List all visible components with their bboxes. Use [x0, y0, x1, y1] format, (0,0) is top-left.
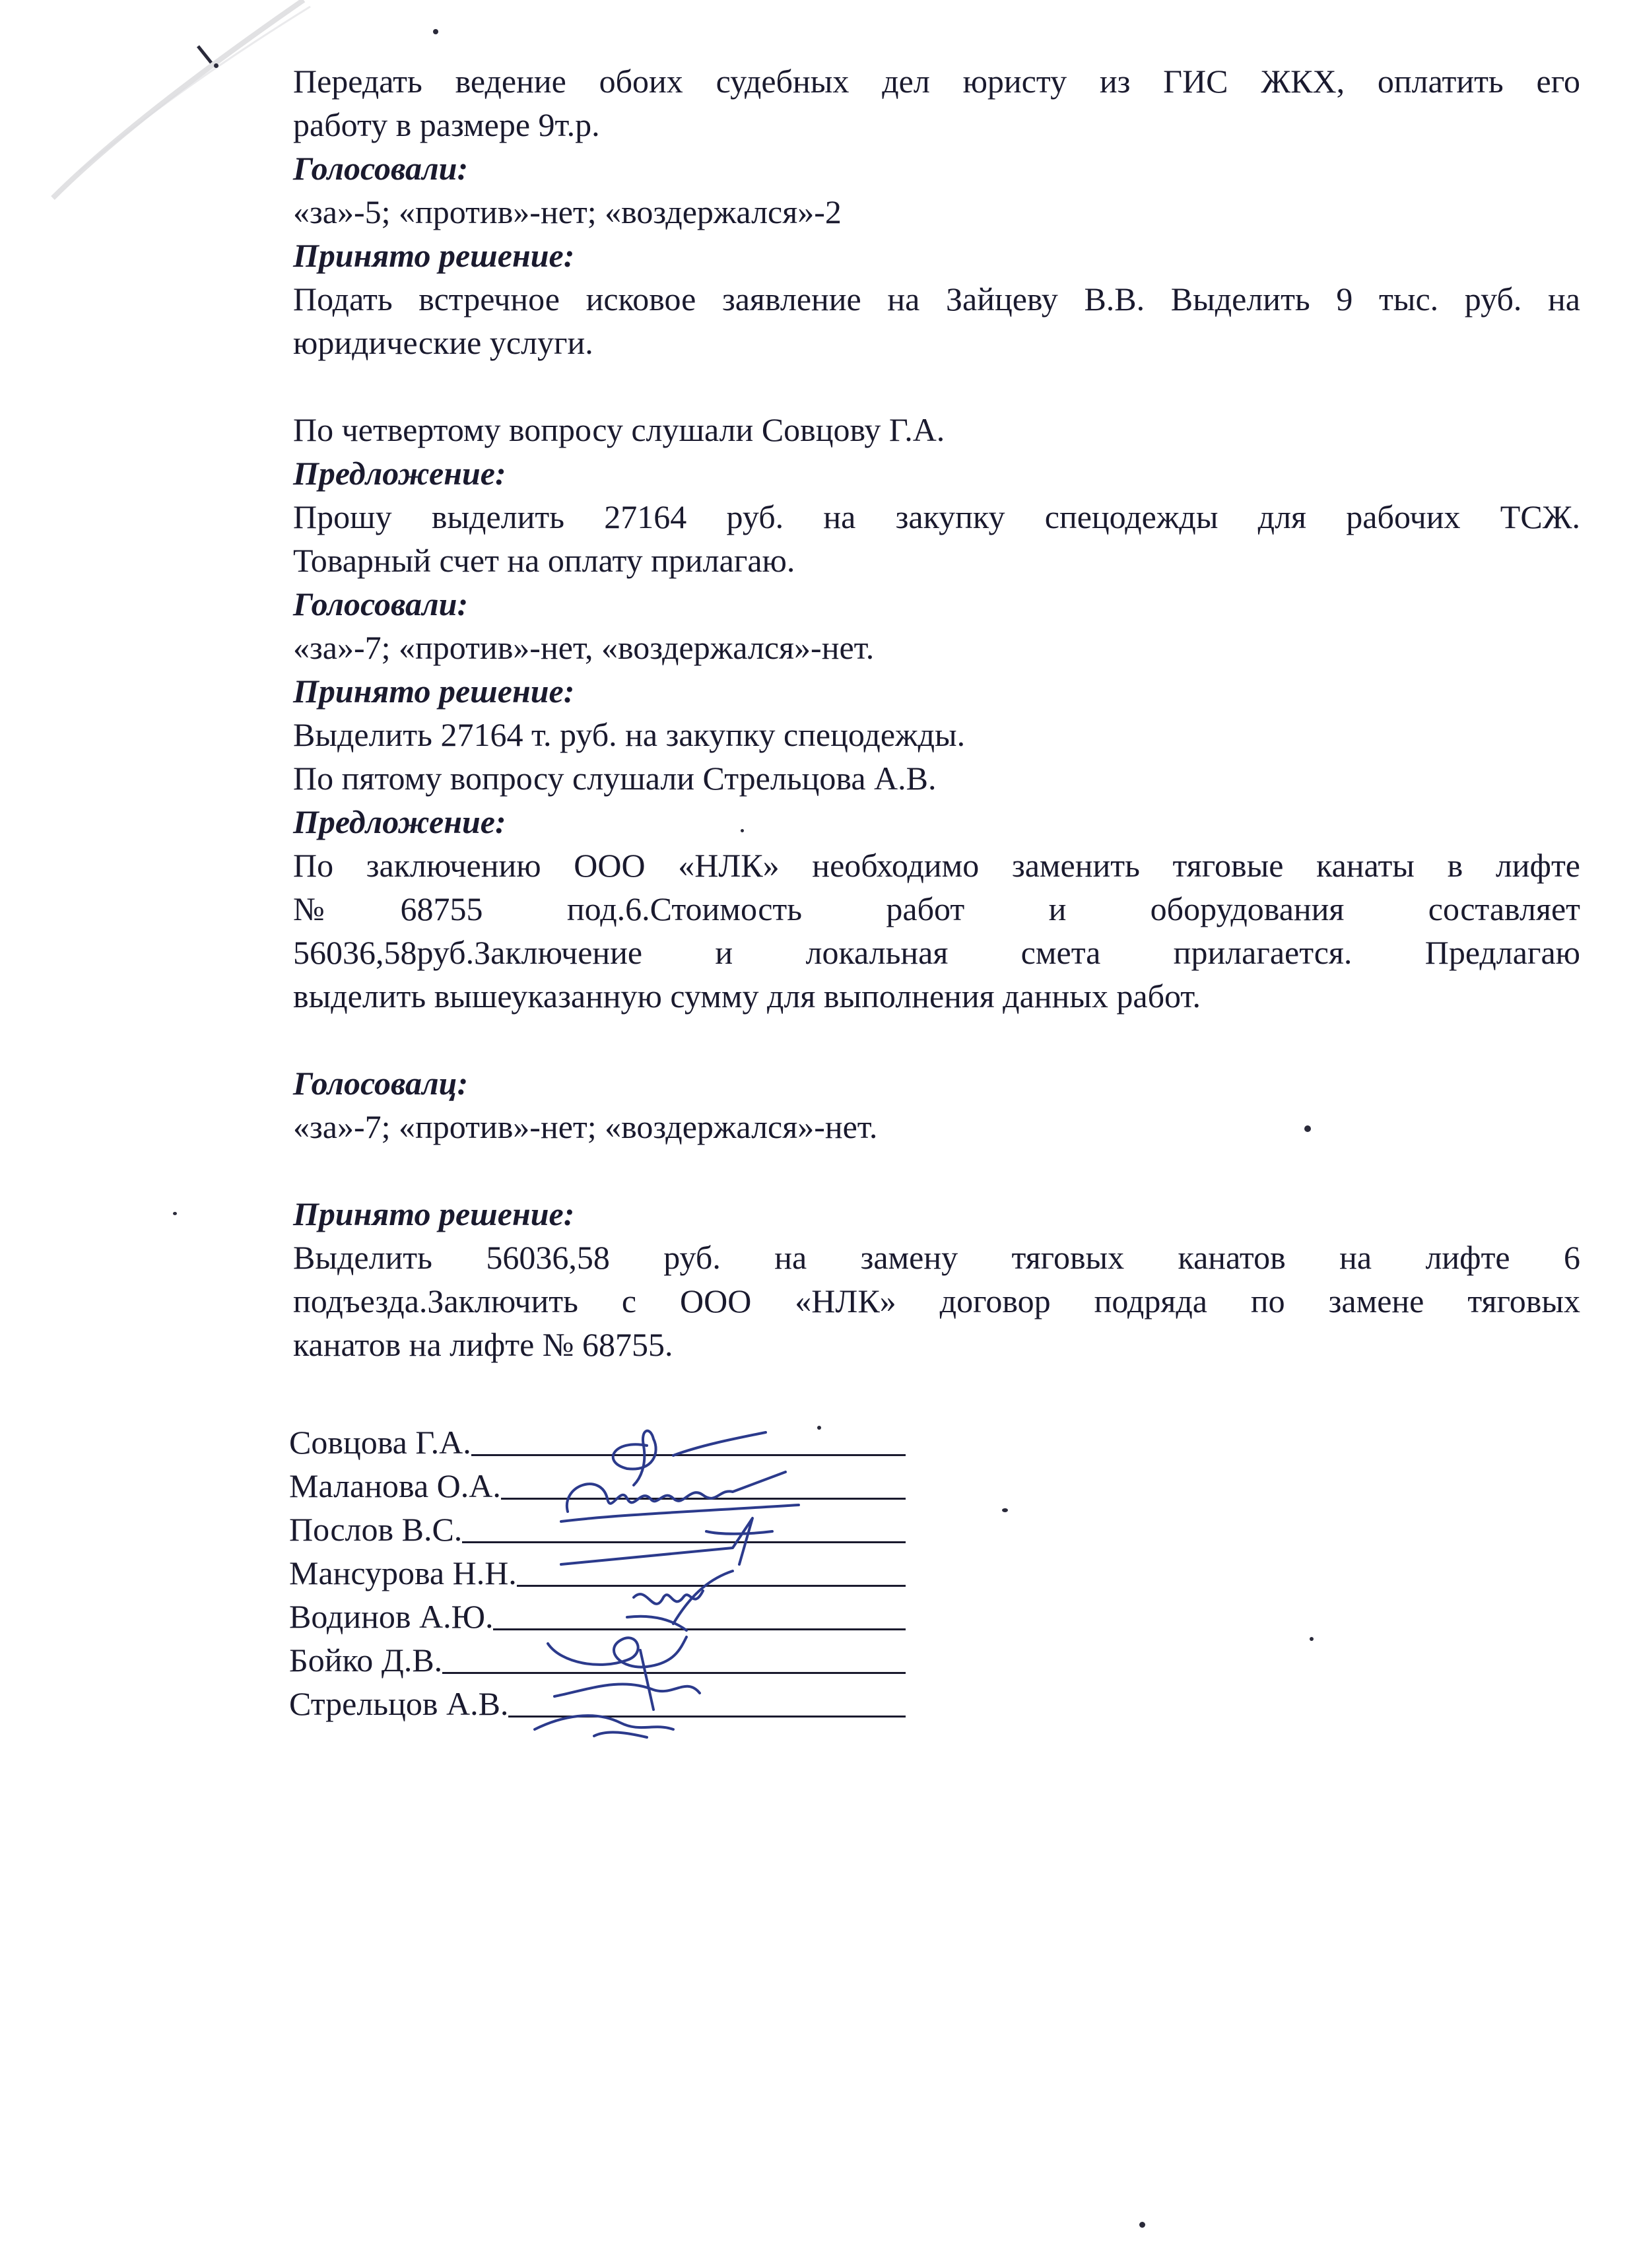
scan-speck [817, 1426, 821, 1430]
scan-speck [173, 1212, 177, 1215]
paragraph-gap [293, 364, 1580, 408]
section-heading: Принято решение: [293, 673, 575, 710]
signatory-name: Совцова Г.А. [289, 1424, 471, 1461]
text-line: выделить вышеуказанную сумму для выполнения данных работ. [293, 978, 1201, 1015]
text-line: «за»-7; «против»-нет, «воздержался»-нет. [293, 629, 875, 666]
section-heading: Голосовали: [293, 150, 469, 187]
text-line: юридические услуги. [293, 324, 593, 361]
text-line: Выделить 56036,58 руб. на замену тяговых канатов на лифте 6 [293, 1239, 1580, 1276]
signatory-name: Бойко Д.В. [289, 1642, 443, 1679]
scan-speck [1310, 1637, 1314, 1641]
text-line: подъезда.Заключить с ООО «НЛК» договор подряда по замене тяговых [293, 1283, 1580, 1319]
text-line: Подать встречное исковое заявление на Зайцеву В.В. Выделить 9 тыс. руб. на [293, 281, 1580, 317]
text-line: По пятому вопросу слушали Стрельцова А.В. [293, 760, 937, 797]
scan-speck [433, 29, 438, 34]
text-line: канатов на лифте № 68755. [293, 1326, 673, 1363]
section-heading: Предложение: [293, 455, 506, 492]
paragraph-gap [293, 1018, 1580, 1061]
scan-speck [1139, 2222, 1145, 2228]
signatory-name: Стрельцов А.В. [289, 1685, 509, 1722]
signatory-name: Водинов А.Ю. [289, 1598, 494, 1635]
paragraph-gap [293, 1149, 1580, 1192]
text-line: Прошу выделить 27164 руб. на закупку спецодежды для рабочих ТСЖ. [293, 498, 1580, 535]
text-line: Товарный счет на оплату прилагаю. [293, 542, 795, 579]
signatory-name: Послов В.С. [289, 1511, 463, 1548]
text-line: По заключению ООО «НЛК» необходимо заменить тяговые канаты в лифте [293, 847, 1580, 884]
scan-speck [1304, 1125, 1311, 1132]
section-heading: Голосовалц: [293, 1065, 469, 1102]
handwritten-signatures [521, 1399, 838, 1743]
section-heading: Принято решение: [293, 1195, 575, 1232]
signatory-name: Маланова О.А. [289, 1467, 501, 1504]
text-line: «за»-7; «против»-нет; «воздержался»-нет. [293, 1108, 878, 1145]
scan-speck [1002, 1508, 1008, 1512]
section-heading: Голосовали: [293, 585, 469, 622]
section-heading: Предложение: [293, 803, 506, 840]
text-line: По четвертому вопросу слушали Совцову Г.А. [293, 411, 945, 448]
text-line: 56036,58руб.Заключение и локальная смета прилагается. Предлагаю [293, 934, 1580, 971]
scan-speck [741, 829, 744, 832]
text-line: работу в размере 9т.р. [293, 106, 600, 143]
protocol-text [293, 59, 1580, 1366]
signatory-name: Мансурова Н.Н. [289, 1554, 517, 1591]
scan-speck [214, 63, 218, 68]
text-line: Передать ведение обоих судебных дел юристу из ГИС ЖКХ, оплатить его [293, 63, 1580, 100]
text-line: №68755 под.6.Стоимость работ и оборудования составляет [293, 890, 1580, 927]
section-heading: Принято решение: [293, 237, 575, 274]
text-line: Выделить 27164 т. руб. на закупку спецодежды. [293, 716, 966, 753]
text-line: «за»-5; «против»-нет; «воздержался»-2 [293, 193, 842, 230]
scan-corner-artifact [0, 0, 343, 211]
